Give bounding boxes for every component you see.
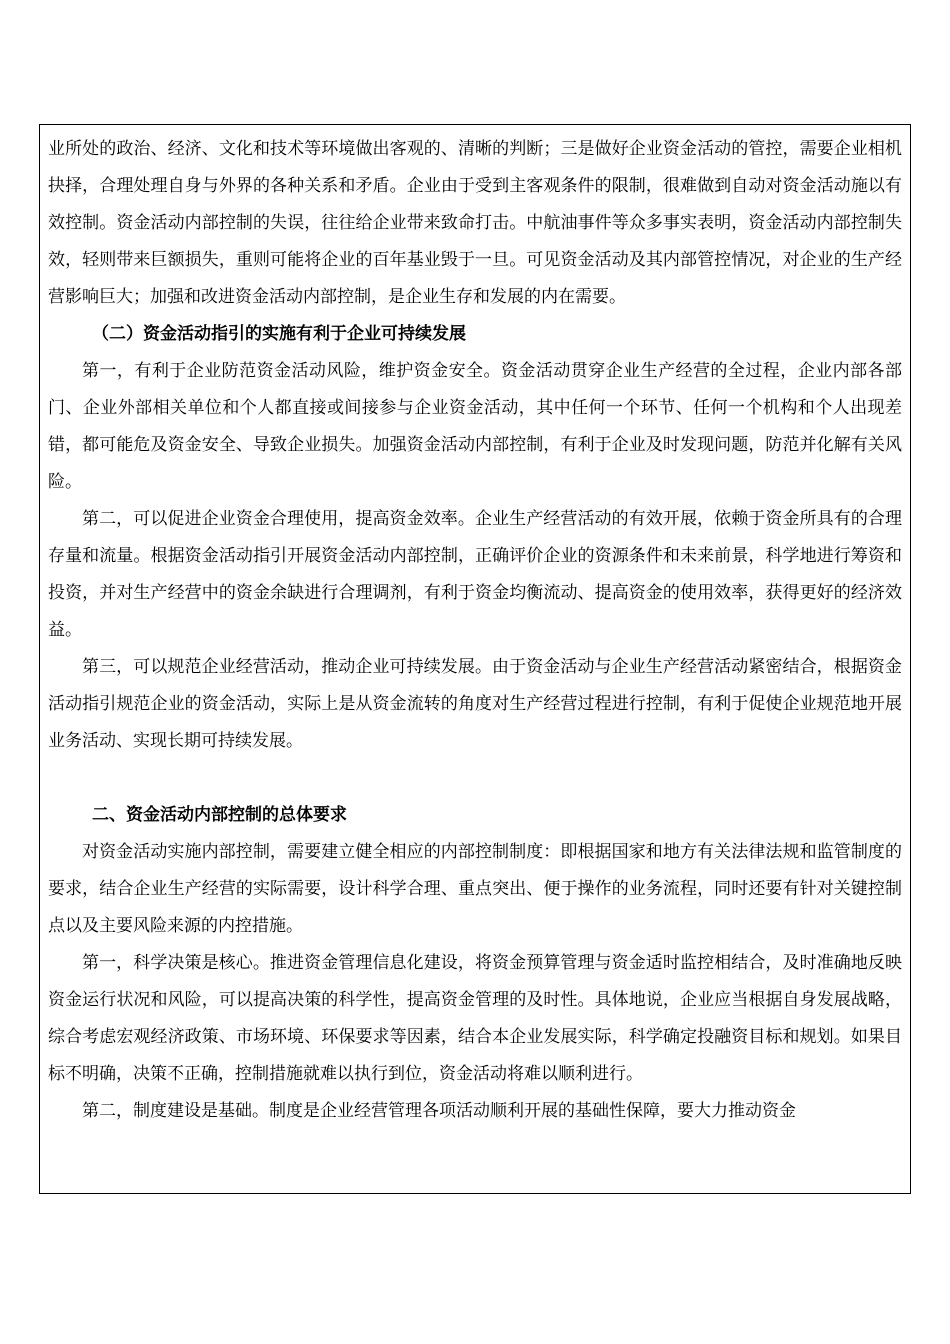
- paragraph-requirements-intro: 对资金活动实施内部控制，需要建立健全相应的内部控制制度：即根据国家和地方有关法律法规和监管制度的要求，结合企业生产经营的实际需要，设计科学合理、重点突出、便于操作的业务流程，同时还要有针对关键控制点以及主要风险来源的内控措施。: [48, 842, 902, 936]
- document-frame: [39, 124, 911, 1194]
- paragraph-system-building: 第二，制度建设是基础。制度是企业经营管理各项活动顺利开展的基础性保障，要大力推动资金: [82, 1101, 796, 1121]
- paragraph-first-benefit: 第一，有利于企业防范资金活动风险，维护资金安全。资金活动贯穿企业生产经营的全过程，企业内部各部门、企业外部相关单位和个人都直接或间接参与企业资金活动，其中任何一个环节、任何一个机构和个人出现差错，都可能危及资金安全、导致企业损失。加强资金活动内部控制，有利于企业及时发现问题，防范并化解有关风险。: [48, 361, 902, 492]
- paragraph-scientific-decision: 第一，科学决策是核心。推进资金管理信息化建设，将资金预算管理与资金适时监控相结合，及时准确地反映资金运行状况和风险，可以提高决策的科学性，提高资金管理的及时性。具体地说，企业应当根据自身发展战略，综合考虑宏观经济政策、市场环境、环保要求等因素，结合本企业发展实际，科学确定投融资目标和规划。如果目标不明确，决策不正确，控制措施就难以执行到位，资金活动将难以顺利进行。: [48, 953, 902, 1084]
- paragraph-continuation: 业所处的政治、经济、文化和技术等环境做出客观的、清晰的判断；三是做好企业资金活动的管控，需要企业相机抉择，合理处理自身与外界的各种关系和矛盾。企业由于受到主客观条件的限制，很难做到自动对资金活动施以有效控制。资金活动内部控制的失误，往往给企业带来致命打击。中航油事件等众多事实表明，资金活动内部控制失效，轻则带来巨额损失，重则可能将企业的百年基业毁于一旦。可见资金活动及其内部管控情况，对企业的生产经营影响巨大；加强和改进资金活动内部控制，是企业生存和发展的内在需要。: [48, 139, 902, 307]
- paragraph-third-benefit: 第三，可以规范企业经营活动，推动企业可持续发展。由于资金活动与企业生产经营活动紧密结合，根据资金活动指引规范企业的资金活动，实际上是从资金流转的角度对生产经营过程进行控制，有利于促使企业规范地开展业务活动、实现长期可持续发展。: [48, 657, 902, 751]
- subheading-implementation: （二）资金活动指引的实施有利于企业可持续发展: [92, 324, 466, 344]
- paragraph-second-benefit: 第二，可以促进企业资金合理使用，提高资金效率。企业生产经营活动的有效开展，依赖于资金所具有的合理存量和流量。根据资金活动指引开展资金活动内部控制，正确评价企业的资源条件和未来前景，科学地进行筹资和投资，并对生产经营中的资金余缺进行合理调剂，有利于资金均衡流动、提高资金的使用效率，获得更好的经济效益。: [48, 509, 902, 640]
- section-heading-requirements: 二、资金活动内部控制的总体要求: [92, 805, 347, 825]
